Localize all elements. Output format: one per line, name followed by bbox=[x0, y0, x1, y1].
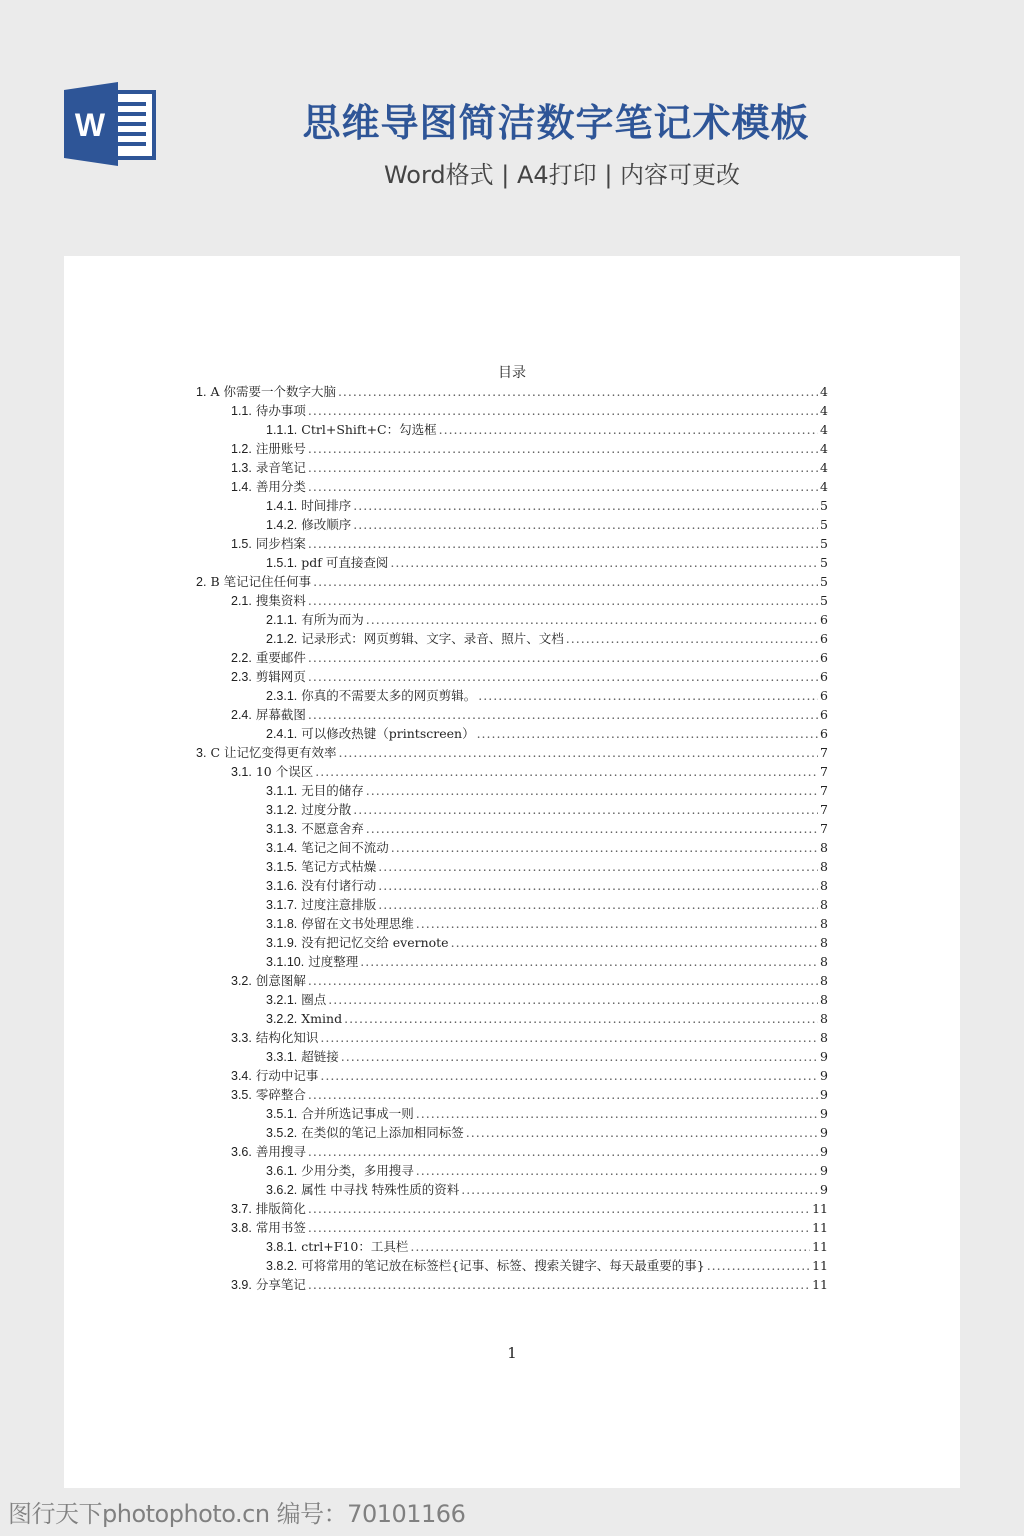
toc-entry-text: 行动中记事 bbox=[255, 1068, 319, 1083]
toc-dot-leader bbox=[338, 743, 818, 762]
toc-entry-page: 4 bbox=[820, 422, 828, 437]
toc-entry-page: 4 bbox=[820, 479, 828, 494]
toc-entry-page: 8 bbox=[820, 992, 828, 1007]
toc-entry[interactable] bbox=[196, 1199, 828, 1218]
toc-entry-text: 录音笔记 bbox=[255, 460, 306, 475]
toc-entry-text: 零碎整合 bbox=[255, 1087, 306, 1102]
toc-entry-number: 2.3.1. bbox=[266, 689, 298, 703]
toc-entry-page: 4 bbox=[820, 460, 828, 475]
toc-entry[interactable] bbox=[196, 952, 828, 971]
toc-entry-page: 9 bbox=[820, 1182, 828, 1197]
toc-entry[interactable] bbox=[196, 743, 828, 762]
toc-entry[interactable] bbox=[196, 534, 828, 553]
toc-entry-number: 3.5.1. bbox=[266, 1107, 298, 1121]
toc-entry[interactable] bbox=[196, 382, 828, 401]
toc-entry-page: 6 bbox=[820, 669, 828, 684]
toc-entry-number: 1.4.2. bbox=[266, 518, 298, 532]
toc-entry-number: 3.7. bbox=[231, 1202, 252, 1216]
toc-entry-number: 1.5. bbox=[231, 537, 252, 551]
toc-entry-number: 3.3. bbox=[231, 1031, 252, 1045]
toc-dot-leader bbox=[416, 914, 818, 933]
toc-entry[interactable] bbox=[196, 1256, 828, 1275]
toc-entry-text: 记录形式：网页剪辑、文字、录音、照片、文档 bbox=[301, 631, 564, 646]
toc-entry-text: 合并所选记事成一则 bbox=[301, 1106, 414, 1121]
toc-dot-leader bbox=[308, 1218, 810, 1237]
toc-entry-text: 善用搜寻 bbox=[255, 1144, 306, 1159]
toc-entry-number: 3.2.1. bbox=[266, 993, 298, 1007]
toc-entry[interactable] bbox=[196, 1161, 828, 1180]
toc-entry-text: 结构化知识 bbox=[255, 1030, 319, 1045]
toc-dot-leader bbox=[378, 895, 818, 914]
toc-entry-text: 重要邮件 bbox=[255, 650, 306, 665]
toc-entry-page: 9 bbox=[820, 1163, 828, 1178]
toc-entry-number: 1.1.1. bbox=[266, 423, 298, 437]
toc-entry-text: 属性 中寻找 特殊性质的资料 bbox=[301, 1182, 460, 1197]
toc-entry-page: 6 bbox=[820, 612, 828, 627]
toc-entry-number: 3.1.6. bbox=[266, 879, 298, 893]
toc-entry-number: 3.6. bbox=[231, 1145, 252, 1159]
toc-entry-number: 2.1. bbox=[231, 594, 252, 608]
toc-entry[interactable] bbox=[196, 1066, 828, 1085]
toc-dot-leader bbox=[461, 1180, 818, 1199]
toc-entry-number: 2.4. bbox=[231, 708, 252, 722]
toc-dot-leader bbox=[466, 1123, 818, 1142]
toc-entry-text: 过度整理 bbox=[308, 954, 359, 969]
toc-dot-leader bbox=[344, 1009, 818, 1028]
toc-entry-text: 排版简化 bbox=[255, 1201, 306, 1216]
toc-dot-leader bbox=[308, 667, 818, 686]
toc-dot-leader bbox=[353, 496, 818, 515]
toc-entry-page: 5 bbox=[820, 498, 828, 513]
toc-entry-text: 常用书签 bbox=[255, 1220, 306, 1235]
toc-entry-number: 3.5. bbox=[231, 1088, 252, 1102]
watermark-text: 图行天下photophoto.cn 编号：70101166 bbox=[8, 1500, 466, 1528]
toc-entry[interactable] bbox=[196, 781, 828, 800]
toc-dot-leader bbox=[308, 591, 818, 610]
toc-entry-text: ctrl+F10：工具栏 bbox=[301, 1239, 409, 1254]
toc-entry-page: 8 bbox=[820, 916, 828, 931]
toc-entry-text: 屏幕截图 bbox=[255, 707, 306, 722]
toc-dot-leader bbox=[308, 1275, 810, 1294]
toc-entry[interactable] bbox=[196, 591, 828, 610]
toc-entry-page: 11 bbox=[812, 1201, 828, 1216]
toc-entry[interactable] bbox=[196, 439, 828, 458]
toc-entry-page: 7 bbox=[820, 764, 828, 779]
toc-entry-number: 1.2. bbox=[231, 442, 252, 456]
toc-entry-text: 过度分散 bbox=[301, 802, 352, 817]
toc-entry-page: 5 bbox=[820, 555, 828, 570]
toc-entry-number: 3. bbox=[196, 746, 207, 760]
toc-entry[interactable] bbox=[196, 1028, 828, 1047]
toc-entry-number: 3.6.1. bbox=[266, 1164, 298, 1178]
page-title: 思维导图简洁数字笔记术模板 bbox=[302, 101, 810, 145]
toc-dot-leader bbox=[390, 553, 818, 572]
page-subtitle: Word格式 | A4打印 | 内容可更改 bbox=[383, 161, 741, 189]
toc-entry-text: 待办事项 bbox=[255, 403, 306, 418]
toc-entry-text: 搜集资料 bbox=[255, 593, 306, 608]
toc-entry-page: 9 bbox=[820, 1106, 828, 1121]
toc-entry[interactable] bbox=[196, 648, 828, 667]
toc-entry-number: 3.1.5. bbox=[266, 860, 298, 874]
toc-entry[interactable] bbox=[196, 1180, 828, 1199]
toc-entry[interactable] bbox=[196, 1085, 828, 1104]
toc-entry-page: 4 bbox=[820, 403, 828, 418]
toc-dot-leader bbox=[478, 686, 818, 705]
toc-entry-page: 4 bbox=[820, 384, 828, 399]
toc-entry-number: 3.3.1. bbox=[266, 1050, 298, 1064]
toc-entry-page: 9 bbox=[820, 1125, 828, 1140]
toc-dot-leader bbox=[308, 705, 818, 724]
toc-entry-text: 没有把记忆交给 evernote bbox=[301, 935, 449, 950]
toc-dot-leader bbox=[366, 781, 818, 800]
toc-entry[interactable] bbox=[196, 876, 828, 895]
toc-dot-leader bbox=[308, 439, 818, 458]
toc-entry[interactable] bbox=[196, 724, 828, 743]
toc-entry-text: 不愿意舍弃 bbox=[301, 821, 364, 836]
toc-dot-leader bbox=[477, 724, 818, 743]
toc-entry-page: 6 bbox=[820, 707, 828, 722]
toc-entry-number: 1.4.1. bbox=[266, 499, 298, 513]
toc-entry[interactable] bbox=[196, 838, 828, 857]
toc-entry-page: 9 bbox=[820, 1049, 828, 1064]
toc-entry-text: 你真的不需要太多的网页剪辑。 bbox=[301, 688, 477, 703]
toc-entry[interactable] bbox=[196, 420, 828, 439]
toc-entry-page: 7 bbox=[820, 783, 828, 798]
toc-dot-leader bbox=[315, 762, 818, 781]
toc-entry-page: 7 bbox=[820, 745, 828, 760]
toc-entry-number: 3.8.1. bbox=[266, 1240, 298, 1254]
toc-entry[interactable] bbox=[196, 667, 828, 686]
toc-entry-number: 1.3. bbox=[231, 461, 252, 475]
toc-entry-page: 7 bbox=[820, 802, 828, 817]
toc-entry-number: 3.8.2. bbox=[266, 1259, 298, 1273]
toc-entry[interactable] bbox=[196, 553, 828, 572]
toc-dot-leader bbox=[416, 1161, 818, 1180]
toc-entry[interactable] bbox=[196, 686, 828, 705]
toc-entry[interactable] bbox=[196, 515, 828, 534]
toc-dot-leader bbox=[391, 838, 818, 857]
toc-entry-page: 7 bbox=[820, 821, 828, 836]
toc-entry-number: 3.1.4. bbox=[266, 841, 298, 855]
toc-entry[interactable] bbox=[196, 1142, 828, 1161]
toc-entry[interactable] bbox=[196, 990, 828, 1009]
toc-entry-number: 3.1.10. bbox=[266, 955, 305, 969]
toc-entry[interactable] bbox=[196, 1104, 828, 1123]
toc-dot-leader bbox=[308, 401, 818, 420]
toc-dot-leader bbox=[439, 420, 818, 439]
word-logo-letter: W bbox=[74, 107, 106, 143]
toc-entry[interactable] bbox=[196, 1218, 828, 1237]
toc-entry-text: 可以修改热键（printscreen） bbox=[301, 726, 475, 741]
toc-dot-leader bbox=[416, 1104, 818, 1123]
table-of-contents bbox=[196, 382, 828, 1294]
page-number: 1 bbox=[507, 1344, 517, 1362]
toc-entry-text: 注册账号 bbox=[255, 441, 306, 456]
toc-dot-leader bbox=[308, 648, 818, 667]
toc-entry-text: 无目的储存 bbox=[301, 783, 364, 798]
toc-entry-text: 创意图解 bbox=[255, 973, 306, 988]
toc-dot-leader bbox=[308, 477, 818, 496]
toc-entry-text: 修改顺序 bbox=[301, 517, 352, 532]
toc-entry-page: 6 bbox=[820, 688, 828, 703]
toc-entry-text: 没有付诸行动 bbox=[301, 878, 377, 893]
toc-entry-text: 笔记方式枯燥 bbox=[301, 859, 377, 874]
toc-dot-leader bbox=[366, 610, 818, 629]
toc-entry-number: 3.4. bbox=[231, 1069, 252, 1083]
toc-entry-number: 2.2. bbox=[231, 651, 252, 665]
toc-dot-leader bbox=[353, 515, 818, 534]
toc-entry[interactable] bbox=[196, 895, 828, 914]
toc-dot-leader bbox=[328, 990, 818, 1009]
toc-dot-leader bbox=[338, 382, 818, 401]
toc-entry-text: C 让记忆变得更有效率 bbox=[210, 745, 337, 760]
toc-entry[interactable] bbox=[196, 458, 828, 477]
toc-entry-text: 在类似的笔记上添加相同标签 bbox=[301, 1125, 464, 1140]
toc-entry-number: 3.8. bbox=[231, 1221, 252, 1235]
toc-dot-leader bbox=[341, 1047, 818, 1066]
toc-entry-number: 1.4. bbox=[231, 480, 252, 494]
toc-entry[interactable] bbox=[196, 1009, 828, 1028]
header-banner bbox=[0, 0, 1024, 256]
toc-dot-leader bbox=[566, 629, 818, 648]
toc-entry-number: 3.1.3. bbox=[266, 822, 298, 836]
toc-dot-leader bbox=[366, 819, 818, 838]
toc-entry-text: 停留在文书处理思维 bbox=[301, 916, 414, 931]
toc-entry-number: 3.2.2. bbox=[266, 1012, 298, 1026]
toc-entry-page: 9 bbox=[820, 1087, 828, 1102]
toc-entry[interactable] bbox=[196, 477, 828, 496]
toc-entry-page: 9 bbox=[820, 1144, 828, 1159]
toc-entry-page: 11 bbox=[812, 1277, 828, 1292]
toc-entry[interactable] bbox=[196, 401, 828, 420]
toc-entry[interactable] bbox=[196, 971, 828, 990]
toc-entry-page: 5 bbox=[820, 517, 828, 532]
toc-entry[interactable] bbox=[196, 762, 828, 781]
toc-entry-text: Ctrl+Shift+C：勾选框 bbox=[301, 422, 437, 437]
toc-entry-number: 3.6.2. bbox=[266, 1183, 298, 1197]
toc-entry-page: 8 bbox=[820, 973, 828, 988]
toc-entry-text: 同步档案 bbox=[255, 536, 306, 551]
toc-entry-text: 笔记之间不流动 bbox=[301, 840, 389, 855]
toc-entry-number: 3.1.8. bbox=[266, 917, 298, 931]
toc-entry-page: 5 bbox=[820, 574, 828, 589]
toc-entry[interactable] bbox=[196, 610, 828, 629]
toc-entry-text: 10 个误区 bbox=[255, 764, 314, 779]
toc-entry-number: 2.4.1. bbox=[266, 727, 298, 741]
toc-entry-page: 11 bbox=[812, 1220, 828, 1235]
toc-entry-number: 3.1.2. bbox=[266, 803, 298, 817]
toc-entry[interactable] bbox=[196, 629, 828, 648]
toc-entry-page: 8 bbox=[820, 954, 828, 969]
toc-entry-text: A 你需要一个数字大脑 bbox=[210, 384, 336, 399]
toc-entry-page: 6 bbox=[820, 631, 828, 646]
toc-entry-page: 9 bbox=[820, 1068, 828, 1083]
toc-dot-leader bbox=[353, 800, 818, 819]
toc-entry-page: 8 bbox=[820, 859, 828, 874]
toc-dot-leader bbox=[308, 971, 818, 990]
toc-entry-number: 3.1. bbox=[231, 765, 252, 779]
toc-entry[interactable] bbox=[196, 1237, 828, 1256]
toc-entry-number: 3.9. bbox=[231, 1278, 252, 1292]
toc-entry-page: 8 bbox=[820, 897, 828, 912]
toc-entry-text: B 笔记记住任何事 bbox=[210, 574, 312, 589]
toc-entry-page: 4 bbox=[820, 441, 828, 456]
toc-dot-leader bbox=[410, 1237, 810, 1256]
toc-dot-leader bbox=[378, 857, 818, 876]
toc-entry-number: 2. bbox=[196, 575, 207, 589]
toc-entry-text: 少用分类，多用搜寻 bbox=[301, 1163, 414, 1178]
toc-entry-page: 5 bbox=[820, 536, 828, 551]
toc-dot-leader bbox=[308, 1199, 810, 1218]
toc-entry-text: pdf 可直接查阅 bbox=[301, 555, 389, 570]
toc-entry-text: 可将常用的笔记放在标签栏{记事、标签、搜索关键字、每天最重要的事} bbox=[301, 1258, 705, 1273]
toc-entry-number: 3.1.7. bbox=[266, 898, 298, 912]
toc-dot-leader bbox=[308, 458, 818, 477]
toc-dot-leader bbox=[360, 952, 818, 971]
toc-entry-text: 超链接 bbox=[301, 1049, 339, 1064]
toc-entry-number: 2.1.1. bbox=[266, 613, 298, 627]
toc-entry-page: 8 bbox=[820, 840, 828, 855]
toc-entry-text: 善用分类 bbox=[255, 479, 306, 494]
toc-entry[interactable] bbox=[196, 800, 828, 819]
toc-entry-page: 6 bbox=[820, 650, 828, 665]
toc-entry[interactable] bbox=[196, 819, 828, 838]
toc-dot-leader bbox=[313, 572, 818, 591]
toc-entry-page: 8 bbox=[820, 935, 828, 950]
toc-entry-text: 圈点 bbox=[301, 992, 327, 1007]
toc-entry[interactable] bbox=[196, 1123, 828, 1142]
toc-dot-leader bbox=[308, 1142, 818, 1161]
toc-entry[interactable] bbox=[196, 1047, 828, 1066]
toc-dot-leader bbox=[378, 876, 818, 895]
toc-entry-page: 8 bbox=[820, 878, 828, 893]
toc-entry-page: 8 bbox=[820, 1011, 828, 1026]
toc-entry[interactable] bbox=[196, 857, 828, 876]
toc-dot-leader bbox=[308, 1085, 818, 1104]
toc-entry[interactable] bbox=[196, 496, 828, 515]
toc-entry[interactable] bbox=[196, 914, 828, 933]
toc-entry[interactable] bbox=[196, 933, 828, 952]
toc-dot-leader bbox=[320, 1066, 818, 1085]
toc-entry-number: 3.1.9. bbox=[266, 936, 298, 950]
toc-entry-number: 3.5.2. bbox=[266, 1126, 298, 1140]
toc-entry-number: 3.2. bbox=[231, 974, 252, 988]
toc-entry-number: 2.1.2. bbox=[266, 632, 298, 646]
toc-entry-page: 11 bbox=[812, 1258, 828, 1273]
toc-entry-page: 11 bbox=[812, 1239, 828, 1254]
toc-entry-text: 剪辑网页 bbox=[255, 669, 306, 684]
toc-dot-leader bbox=[707, 1256, 810, 1275]
toc-entry-page: 8 bbox=[820, 1030, 828, 1045]
toc-entry-number: 3.1.1. bbox=[266, 784, 298, 798]
toc-entry-text: 有所为而为 bbox=[301, 612, 364, 627]
toc-entry-number: 1. bbox=[196, 385, 207, 399]
document-page bbox=[64, 256, 960, 1488]
toc-entry-page: 5 bbox=[820, 593, 828, 608]
toc-entry-number: 1.5.1. bbox=[266, 556, 298, 570]
toc-entry[interactable] bbox=[196, 1275, 828, 1294]
toc-entry-number: 2.3. bbox=[231, 670, 252, 684]
toc-dot-leader bbox=[308, 534, 818, 553]
toc-entry-text: 时间排序 bbox=[301, 498, 352, 513]
toc-entry-text: 过度注意排版 bbox=[301, 897, 377, 912]
toc-heading: 目录 bbox=[498, 365, 526, 381]
toc-entry-number: 1.1. bbox=[231, 404, 252, 418]
toc-entry-text: 分享笔记 bbox=[255, 1277, 306, 1292]
toc-dot-leader bbox=[320, 1028, 818, 1047]
toc-dot-leader bbox=[451, 933, 818, 952]
toc-entry-text: Xmind bbox=[301, 1011, 343, 1026]
toc-entry-page: 6 bbox=[820, 726, 828, 741]
toc-entry[interactable] bbox=[196, 572, 828, 591]
toc-entry[interactable] bbox=[196, 705, 828, 724]
